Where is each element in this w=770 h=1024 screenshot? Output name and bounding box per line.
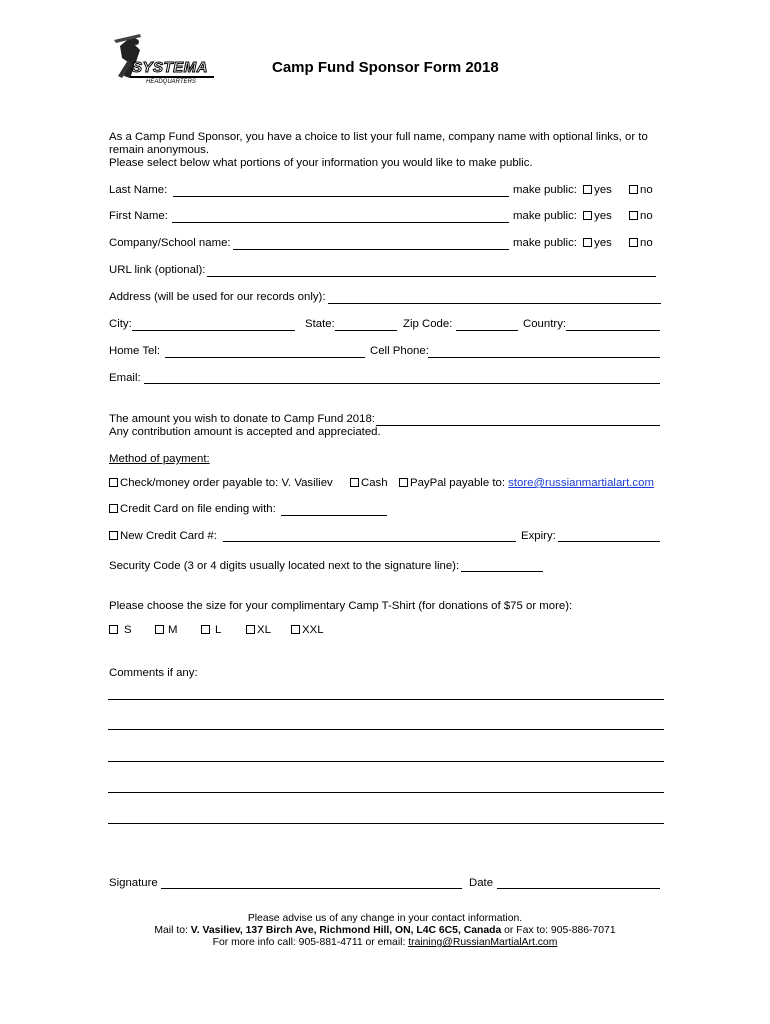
size-s-checkbox[interactable] [109, 625, 118, 634]
footer-info-line: For more info call: 905-881-4711 or email: training@RussianMartialArt.com [212, 937, 558, 948]
security-code-label: Security Code (3 or 4 digits usually located next to the signature line): [109, 560, 460, 572]
new-card-option: New Credit Card #: [109, 530, 217, 543]
size-l-checkbox[interactable] [201, 625, 210, 634]
systema-logo [110, 32, 220, 86]
tshirt-prompt: Please choose the size for your complimentary Camp T-Shirt (for donations of $75 or more): [109, 600, 573, 612]
intro-line-1: As a Camp Fund Sponsor, you have a choice to list your full name, company name with optional links, or to [109, 131, 648, 143]
first-name-field[interactable] [172, 222, 509, 223]
last-name-no-checkbox[interactable] [629, 185, 638, 194]
comments-line-3[interactable] [108, 761, 664, 762]
paypal-email-link[interactable]: store@russianmartialart.com [508, 477, 654, 489]
url-field[interactable] [207, 276, 656, 277]
city-label: City: [109, 318, 132, 330]
home-tel-label: Home Tel: [109, 345, 161, 357]
address-label: Address (will be used for our records only): [109, 291, 326, 303]
size-m-option: M [155, 624, 178, 637]
page-title: Camp Fund Sponsor Form 2018 [272, 59, 499, 76]
company-no-checkbox[interactable] [629, 238, 638, 247]
email-label: Email: [109, 372, 141, 384]
last-name-no-option: no [629, 184, 653, 197]
intro-line-3: Please select below what portions of your information you would like to make public. [109, 157, 533, 169]
paypal-option: PayPal payable to: store@russianmartialart.com [399, 477, 654, 490]
date-field[interactable] [497, 888, 660, 889]
cell-label: Cell Phone: [370, 345, 429, 357]
size-s-option: S [109, 624, 132, 637]
size-xxl-option: XXL [291, 624, 324, 637]
amount-note: Any contribution amount is accepted and appreciated. [109, 426, 381, 438]
zip-label: Zip Code: [403, 318, 453, 330]
cheque-checkbox[interactable] [109, 478, 118, 487]
state-label: State: [305, 318, 335, 330]
company-yes-checkbox[interactable] [583, 238, 592, 247]
home-tel-field[interactable] [165, 357, 365, 358]
comments-line-2[interactable] [108, 729, 664, 730]
mail-address: V. Vasiliev, 137 Birch Ave, Richmond Hill, ON, L4C 6C5, Canada [190, 925, 502, 936]
first-name-no-option: no [629, 210, 653, 223]
size-xxl-checkbox[interactable] [291, 625, 300, 634]
first-name-yes-checkbox[interactable] [583, 211, 592, 220]
first-name-no-checkbox[interactable] [629, 211, 638, 220]
signature-label: Signature [109, 877, 158, 889]
first-name-label: First Name: [109, 210, 168, 222]
training-email-link[interactable]: training@RussianMartialArt.com [408, 937, 558, 948]
last-name-yes-checkbox[interactable] [583, 185, 592, 194]
date-label: Date [469, 877, 494, 889]
logo-sub: HEADQUARTERS [146, 79, 196, 85]
footer-mail-line: Mail to: V. Vasiliev, 137 Birch Ave, Richmond Hill, ON, L4C 6C5, Canada or Fax to: 905-886-7071 [154, 925, 616, 936]
comments-label: Comments if any: [109, 667, 198, 679]
company-field[interactable] [233, 249, 509, 250]
cell-field[interactable] [428, 357, 660, 358]
card-on-file-field[interactable] [281, 515, 387, 516]
zip-field[interactable] [456, 330, 518, 331]
company-label: Company/School name: [109, 237, 231, 249]
last-name-make-public: make public: yes [513, 184, 612, 196]
comments-line-1[interactable] [108, 699, 664, 700]
logo-brand: SYSTEMA [132, 59, 209, 76]
expiry-field[interactable] [558, 541, 660, 542]
card-on-file-option: Credit Card on file ending with: [109, 503, 276, 516]
country-label: Country: [523, 318, 567, 330]
expiry-label: Expiry: [521, 530, 556, 542]
size-l-option: L [201, 624, 221, 637]
company-make-public: make public: yes [513, 237, 612, 249]
new-card-checkbox[interactable] [109, 531, 118, 540]
size-xl-checkbox[interactable] [246, 625, 255, 634]
size-xl-option: XL [246, 624, 271, 637]
card-on-file-checkbox[interactable] [109, 504, 118, 513]
footer-line-1: Please advise us of any change in your contact information. [247, 913, 523, 924]
last-name-field[interactable] [173, 196, 509, 197]
size-m-checkbox[interactable] [155, 625, 164, 634]
state-field[interactable] [335, 330, 397, 331]
amount-field[interactable] [376, 425, 660, 426]
comments-line-4[interactable] [108, 792, 664, 793]
first-name-make-public: make public: yes [513, 210, 612, 222]
email-field[interactable] [144, 383, 660, 384]
signature-field[interactable] [161, 888, 462, 889]
country-field[interactable] [566, 330, 660, 331]
paypal-checkbox[interactable] [399, 478, 408, 487]
new-card-field[interactable] [223, 541, 516, 542]
last-name-label: Last Name: [109, 184, 168, 196]
cheque-option: Check/money order payable to: V. Vasiliev [109, 477, 333, 490]
cash-option: Cash [350, 477, 388, 490]
intro-line-2: remain anonymous. [109, 144, 210, 156]
city-field[interactable] [132, 330, 295, 331]
url-label: URL link (optional): [109, 264, 206, 276]
company-no-option: no [629, 237, 653, 250]
security-code-field[interactable] [461, 571, 543, 572]
address-field[interactable] [328, 303, 661, 304]
payment-heading: Method of payment: [109, 453, 210, 465]
comments-line-5[interactable] [108, 823, 664, 824]
cash-checkbox[interactable] [350, 478, 359, 487]
amount-label: The amount you wish to donate to Camp Fund 2018: [109, 413, 375, 425]
